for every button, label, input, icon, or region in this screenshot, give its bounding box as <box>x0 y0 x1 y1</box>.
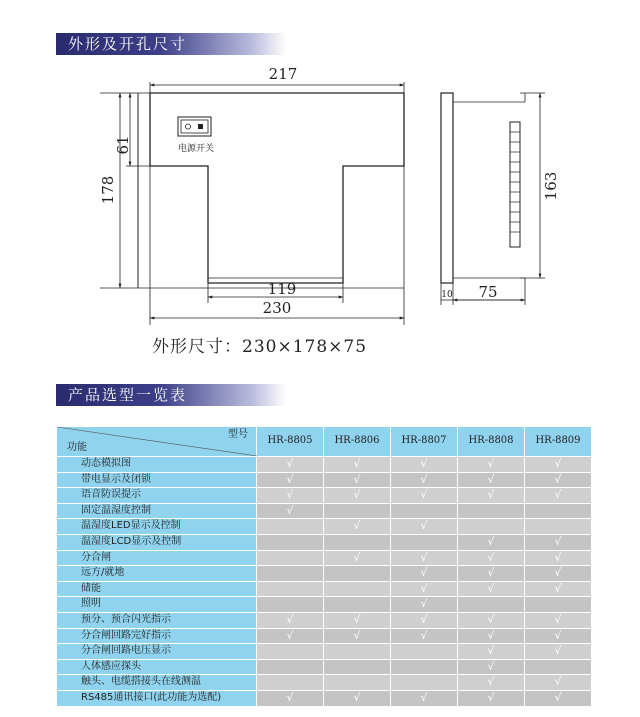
check-cell: √ <box>391 566 458 582</box>
feature-cell: 动态模拟图 <box>57 457 257 473</box>
check-cell <box>525 503 592 519</box>
check-cell <box>391 675 458 691</box>
check-cell: √ <box>257 628 324 644</box>
model-header: HR-8805 <box>257 427 324 457</box>
table-row <box>57 612 592 628</box>
check-cell: √ <box>257 690 324 706</box>
feature-cell: 固定温湿度控制 <box>57 503 257 519</box>
check-cell: √ <box>458 612 525 628</box>
check-cell: √ <box>458 581 525 597</box>
check-cell: √ <box>458 472 525 488</box>
check-cell: √ <box>458 659 525 675</box>
check-cell: √ <box>525 675 592 691</box>
section-header-selection <box>56 384 286 406</box>
check-cell: √ <box>391 628 458 644</box>
check-cell: √ <box>525 488 592 504</box>
check-cell: √ <box>525 612 592 628</box>
check-cell: √ <box>525 644 592 660</box>
header-function-label: 功能 <box>67 442 87 453</box>
feature-cell: 分合闸回路电压显示 <box>57 644 257 660</box>
feature-cell: RS485通讯接口(此功能为选配) <box>57 690 257 706</box>
table-row <box>57 690 592 706</box>
check-cell <box>391 534 458 550</box>
side-view-panel <box>441 93 453 283</box>
check-cell: √ <box>458 566 525 582</box>
table-row <box>57 675 592 691</box>
check-cell <box>257 566 324 582</box>
table-header-row <box>57 427 592 457</box>
check-cell: √ <box>458 457 525 473</box>
check-cell: √ <box>391 612 458 628</box>
check-cell: √ <box>458 550 525 566</box>
check-cell: √ <box>257 612 324 628</box>
dim-10: 10 <box>441 290 453 300</box>
check-cell <box>525 659 592 675</box>
feature-cell: 人体感应探头 <box>57 659 257 675</box>
table-row <box>57 534 592 550</box>
check-cell <box>324 644 391 660</box>
check-cell: √ <box>324 612 391 628</box>
feature-cell: 分合闸 <box>57 550 257 566</box>
table-row <box>57 488 592 504</box>
check-cell: √ <box>458 628 525 644</box>
check-cell: √ <box>458 488 525 504</box>
front-view-outline <box>150 93 404 283</box>
check-cell <box>324 566 391 582</box>
check-cell: √ <box>257 488 324 504</box>
dimension-caption: 外形尺寸：230×178×75 <box>152 337 368 357</box>
check-cell: √ <box>525 472 592 488</box>
check-cell: √ <box>324 519 391 535</box>
check-cell <box>257 534 324 550</box>
check-cell <box>257 644 324 660</box>
feature-cell: 温湿度LED显示及控制 <box>57 519 257 535</box>
model-header: HR-8806 <box>324 427 391 457</box>
table-row <box>57 457 592 473</box>
check-cell <box>257 519 324 535</box>
check-cell: √ <box>391 472 458 488</box>
check-cell <box>458 597 525 613</box>
product-selection-table <box>56 426 592 707</box>
check-cell: √ <box>525 534 592 550</box>
dim-163: 163 <box>542 171 560 201</box>
check-cell <box>324 675 391 691</box>
feature-cell: 照明 <box>57 597 257 613</box>
header-diagonal-cell <box>57 427 257 457</box>
table-row <box>57 550 592 566</box>
terminal-block <box>510 122 520 247</box>
check-cell <box>458 503 525 519</box>
dim-119: 119 <box>267 280 297 298</box>
model-header: HR-8809 <box>525 427 592 457</box>
check-cell: √ <box>391 581 458 597</box>
check-cell: √ <box>324 628 391 644</box>
table-row <box>57 566 592 582</box>
check-cell <box>324 581 391 597</box>
feature-cell: 分合闸回路完好指示 <box>57 628 257 644</box>
switch-off-icon <box>186 124 191 129</box>
dimension-drawing <box>0 0 640 330</box>
table-row <box>57 659 592 675</box>
power-switch-label: 电源开关 <box>177 144 215 154</box>
dim-75: 75 <box>478 283 498 301</box>
check-cell: √ <box>391 519 458 535</box>
check-cell: √ <box>257 503 324 519</box>
check-cell: √ <box>391 690 458 706</box>
check-cell: √ <box>458 675 525 691</box>
table-row <box>57 472 592 488</box>
check-cell: √ <box>525 566 592 582</box>
check-cell: √ <box>458 644 525 660</box>
check-cell: √ <box>257 472 324 488</box>
check-cell <box>257 597 324 613</box>
table-row <box>57 581 592 597</box>
check-cell <box>324 597 391 613</box>
check-cell: √ <box>525 457 592 473</box>
feature-cell: 带电显示及闭锁 <box>57 472 257 488</box>
table-row <box>57 503 592 519</box>
model-header: HR-8808 <box>458 427 525 457</box>
feature-cell: 语音防误提示 <box>57 488 257 504</box>
dim-230: 230 <box>262 299 292 317</box>
dim-178: 178 <box>99 175 117 205</box>
check-cell: √ <box>525 550 592 566</box>
check-cell <box>391 659 458 675</box>
check-cell <box>525 519 592 535</box>
dim-61: 61 <box>114 135 132 155</box>
feature-cell: 预分、预合闪光指示 <box>57 612 257 628</box>
check-cell <box>525 597 592 613</box>
check-cell: √ <box>257 457 324 473</box>
section-title: 外形及开孔尺寸 <box>68 35 188 53</box>
check-cell: √ <box>324 488 391 504</box>
check-cell: √ <box>458 534 525 550</box>
feature-cell: 储能 <box>57 581 257 597</box>
check-cell: √ <box>324 550 391 566</box>
check-cell <box>391 503 458 519</box>
model-header: HR-8807 <box>391 427 458 457</box>
check-cell: √ <box>525 581 592 597</box>
check-cell <box>257 675 324 691</box>
switch-on-icon <box>198 124 203 129</box>
check-cell: √ <box>391 550 458 566</box>
check-cell <box>257 550 324 566</box>
table-body <box>57 457 592 707</box>
check-cell <box>324 503 391 519</box>
check-cell: √ <box>324 690 391 706</box>
section-title: 产品选型一览表 <box>68 386 188 404</box>
feature-cell: 触头、电缆搭接头在线测温 <box>57 675 257 691</box>
dim-217: 217 <box>268 65 298 83</box>
check-cell: √ <box>391 597 458 613</box>
check-cell <box>391 644 458 660</box>
table-row <box>57 519 592 535</box>
table-row <box>57 597 592 613</box>
check-cell: √ <box>458 690 525 706</box>
check-cell <box>257 659 324 675</box>
feature-cell: 远方/就地 <box>57 566 257 582</box>
check-cell: √ <box>525 690 592 706</box>
table-row <box>57 628 592 644</box>
check-cell: √ <box>324 472 391 488</box>
check-cell: √ <box>391 488 458 504</box>
check-cell: √ <box>324 457 391 473</box>
check-cell: √ <box>525 628 592 644</box>
table-row <box>57 644 592 660</box>
header-model-label: 型号 <box>228 429 248 440</box>
check-cell: √ <box>391 457 458 473</box>
check-cell <box>324 534 391 550</box>
feature-cell: 温湿度LCD显示及控制 <box>57 534 257 550</box>
check-cell <box>324 659 391 675</box>
check-cell <box>458 519 525 535</box>
check-cell <box>257 581 324 597</box>
